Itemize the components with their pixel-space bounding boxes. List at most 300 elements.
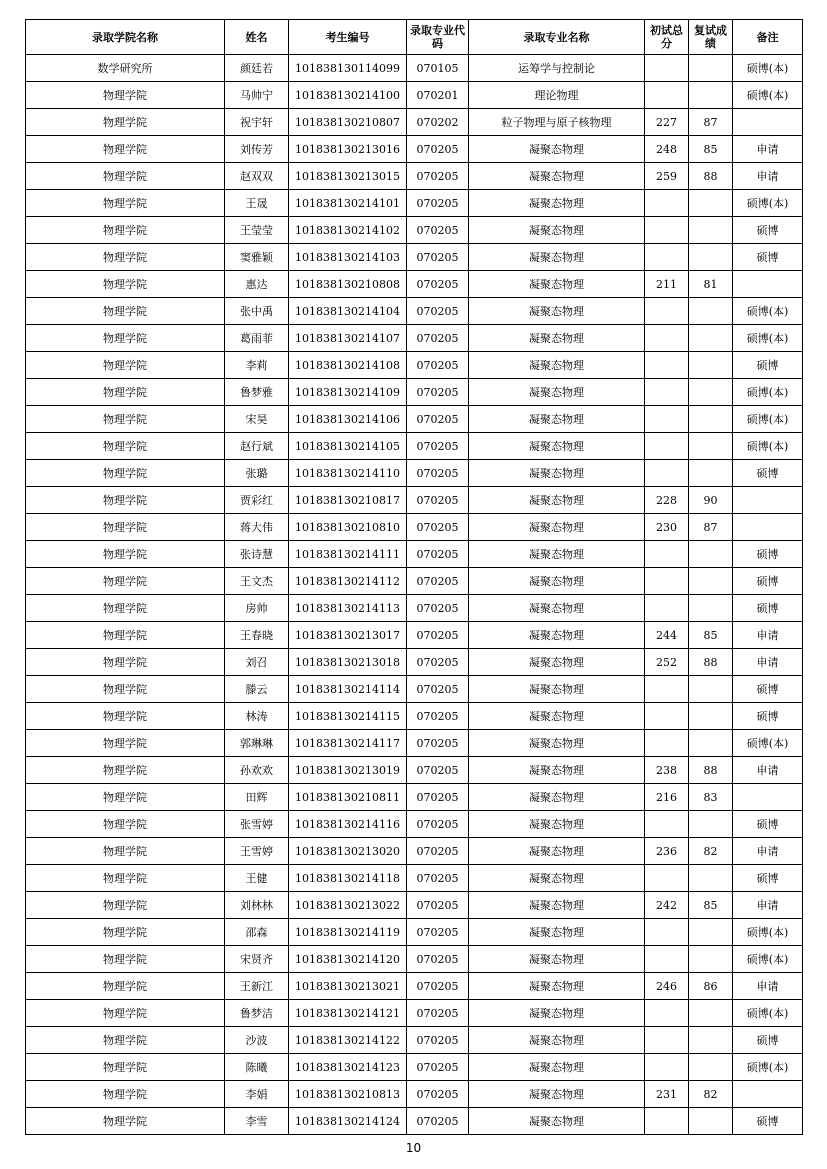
cell-initial-score <box>645 460 689 487</box>
cell-name: 张璐 <box>225 460 289 487</box>
cell-college: 物理学院 <box>26 433 225 460</box>
cell-name: 王新江 <box>225 973 289 1000</box>
cell-candidate-id: 101838130214103 <box>289 244 407 271</box>
cell-retest-score: 85 <box>689 622 733 649</box>
cell-name: 葛雨菲 <box>225 325 289 352</box>
cell-major-code: 070201 <box>407 82 469 109</box>
cell-candidate-id: 101838130214105 <box>289 433 407 460</box>
cell-remarks: 硕博 <box>733 217 803 244</box>
cell-retest-score: 87 <box>689 109 733 136</box>
cell-major-code: 070205 <box>407 919 469 946</box>
table-row <box>26 136 803 163</box>
cell-remarks: 申请 <box>733 973 803 1000</box>
cell-remarks: 硕博 <box>733 460 803 487</box>
cell-college: 物理学院 <box>26 838 225 865</box>
cell-initial-score: 252 <box>645 649 689 676</box>
cell-remarks: 硕博 <box>733 1108 803 1135</box>
cell-remarks: 硕博 <box>733 703 803 730</box>
cell-major-code: 070202 <box>407 109 469 136</box>
cell-major-name: 粒子物理与原子核物理 <box>469 109 645 136</box>
cell-major-name: 凝聚态物理 <box>469 919 645 946</box>
table-row <box>26 622 803 649</box>
cell-name: 陈曦 <box>225 1054 289 1081</box>
cell-college: 物理学院 <box>26 460 225 487</box>
cell-college: 物理学院 <box>26 1108 225 1135</box>
table-row <box>26 82 803 109</box>
table-row <box>26 244 803 271</box>
cell-major-name: 凝聚态物理 <box>469 1000 645 1027</box>
cell-major-name: 凝聚态物理 <box>469 1054 645 1081</box>
cell-major-name: 凝聚态物理 <box>469 811 645 838</box>
cell-name: 王晟 <box>225 190 289 217</box>
table-row <box>26 406 803 433</box>
cell-initial-score: 211 <box>645 271 689 298</box>
cell-initial-score <box>645 568 689 595</box>
cell-name: 祝宇轩 <box>225 109 289 136</box>
cell-retest-score <box>689 460 733 487</box>
cell-major-code: 070205 <box>407 352 469 379</box>
cell-college: 物理学院 <box>26 1027 225 1054</box>
cell-name: 李雪 <box>225 1108 289 1135</box>
cell-candidate-id: 101838130213018 <box>289 649 407 676</box>
cell-remarks: 硕博(本) <box>733 190 803 217</box>
cell-major-name: 凝聚态物理 <box>469 136 645 163</box>
cell-remarks: 硕博(本) <box>733 946 803 973</box>
header-name: 姓名 <box>225 20 289 55</box>
table-row <box>26 379 803 406</box>
table-row <box>26 217 803 244</box>
cell-candidate-id: 101838130214106 <box>289 406 407 433</box>
table-row <box>26 703 803 730</box>
cell-college: 物理学院 <box>26 1000 225 1027</box>
table-row <box>26 190 803 217</box>
cell-major-name: 凝聚态物理 <box>469 433 645 460</box>
cell-remarks: 硕博 <box>733 865 803 892</box>
cell-candidate-id: 101838130214100 <box>289 82 407 109</box>
cell-remarks: 硕博(本) <box>733 325 803 352</box>
cell-major-code: 070205 <box>407 1081 469 1108</box>
cell-retest-score <box>689 1000 733 1027</box>
cell-college: 物理学院 <box>26 1054 225 1081</box>
header-initial-score: 初试总分 <box>645 20 689 55</box>
cell-candidate-id: 101838130214112 <box>289 568 407 595</box>
cell-initial-score <box>645 55 689 82</box>
cell-name: 郭琳琳 <box>225 730 289 757</box>
cell-major-name: 凝聚态物理 <box>469 325 645 352</box>
cell-major-code: 070205 <box>407 1108 469 1135</box>
cell-college: 数学研究所 <box>26 55 225 82</box>
cell-initial-score <box>645 676 689 703</box>
cell-remarks <box>733 784 803 811</box>
cell-initial-score <box>645 244 689 271</box>
cell-remarks: 硕博 <box>733 1027 803 1054</box>
cell-retest-score: 88 <box>689 757 733 784</box>
cell-name: 王健 <box>225 865 289 892</box>
cell-college: 物理学院 <box>26 244 225 271</box>
cell-retest-score <box>689 82 733 109</box>
cell-initial-score <box>645 811 689 838</box>
cell-initial-score <box>645 865 689 892</box>
cell-remarks: 硕博 <box>733 541 803 568</box>
table-row <box>26 1108 803 1135</box>
cell-major-code: 070205 <box>407 811 469 838</box>
cell-initial-score: 242 <box>645 892 689 919</box>
cell-initial-score: 259 <box>645 163 689 190</box>
cell-remarks: 申请 <box>733 757 803 784</box>
cell-college: 物理学院 <box>26 325 225 352</box>
cell-remarks <box>733 1081 803 1108</box>
cell-retest-score: 83 <box>689 784 733 811</box>
cell-college: 物理学院 <box>26 406 225 433</box>
cell-major-name: 凝聚态物理 <box>469 622 645 649</box>
cell-major-code: 070205 <box>407 649 469 676</box>
cell-major-name: 凝聚态物理 <box>469 676 645 703</box>
cell-major-code: 070205 <box>407 946 469 973</box>
cell-college: 物理学院 <box>26 541 225 568</box>
cell-retest-score: 82 <box>689 1081 733 1108</box>
cell-candidate-id: 101838130213015 <box>289 163 407 190</box>
cell-major-name: 凝聚态物理 <box>469 865 645 892</box>
table-row <box>26 109 803 136</box>
cell-remarks <box>733 514 803 541</box>
table-row <box>26 352 803 379</box>
cell-major-name: 凝聚态物理 <box>469 568 645 595</box>
cell-major-name: 凝聚态物理 <box>469 379 645 406</box>
cell-remarks: 硕博(本) <box>733 1000 803 1027</box>
cell-retest-score: 81 <box>689 271 733 298</box>
cell-name: 王莹莹 <box>225 217 289 244</box>
cell-college: 物理学院 <box>26 379 225 406</box>
cell-candidate-id: 101838130213019 <box>289 757 407 784</box>
cell-major-name: 凝聚态物理 <box>469 514 645 541</box>
cell-candidate-id: 101838130114099 <box>289 55 407 82</box>
cell-major-name: 凝聚态物理 <box>469 1108 645 1135</box>
cell-remarks: 硕博(本) <box>733 433 803 460</box>
cell-initial-score <box>645 325 689 352</box>
cell-initial-score: 228 <box>645 487 689 514</box>
cell-major-code: 070205 <box>407 973 469 1000</box>
cell-college: 物理学院 <box>26 703 225 730</box>
cell-retest-score <box>689 676 733 703</box>
cell-major-code: 070205 <box>407 676 469 703</box>
cell-initial-score <box>645 1000 689 1027</box>
cell-name: 张中禹 <box>225 298 289 325</box>
cell-initial-score: 227 <box>645 109 689 136</box>
cell-major-code: 070205 <box>407 703 469 730</box>
cell-major-name: 凝聚态物理 <box>469 487 645 514</box>
cell-major-code: 070205 <box>407 433 469 460</box>
table-row <box>26 757 803 784</box>
cell-candidate-id: 101838130213016 <box>289 136 407 163</box>
table-row <box>26 784 803 811</box>
table-row <box>26 865 803 892</box>
cell-name: 赵行斌 <box>225 433 289 460</box>
cell-remarks <box>733 271 803 298</box>
page-number: 10 <box>405 1141 422 1155</box>
cell-remarks: 硕博(本) <box>733 406 803 433</box>
cell-retest-score <box>689 244 733 271</box>
cell-major-name: 凝聚态物理 <box>469 784 645 811</box>
cell-name: 刘林林 <box>225 892 289 919</box>
table-row <box>26 892 803 919</box>
cell-candidate-id: 101838130213020 <box>289 838 407 865</box>
cell-candidate-id: 101838130210817 <box>289 487 407 514</box>
cell-major-name: 凝聚态物理 <box>469 406 645 433</box>
cell-name: 张诗慧 <box>225 541 289 568</box>
cell-initial-score <box>645 919 689 946</box>
cell-retest-score: 85 <box>689 892 733 919</box>
cell-name: 颜廷若 <box>225 55 289 82</box>
cell-retest-score <box>689 541 733 568</box>
cell-candidate-id: 101838130214104 <box>289 298 407 325</box>
cell-initial-score <box>645 730 689 757</box>
cell-name: 林涛 <box>225 703 289 730</box>
cell-major-code: 070205 <box>407 406 469 433</box>
cell-initial-score <box>645 352 689 379</box>
cell-name: 宋昊 <box>225 406 289 433</box>
cell-name: 蒋大伟 <box>225 514 289 541</box>
table-row <box>26 325 803 352</box>
cell-name: 张雪婷 <box>225 811 289 838</box>
cell-major-code: 070205 <box>407 217 469 244</box>
cell-candidate-id: 101838130214108 <box>289 352 407 379</box>
table-row <box>26 973 803 1000</box>
cell-major-code: 070205 <box>407 271 469 298</box>
cell-initial-score <box>645 379 689 406</box>
cell-retest-score <box>689 298 733 325</box>
table-row <box>26 271 803 298</box>
cell-college: 物理学院 <box>26 217 225 244</box>
cell-college: 物理学院 <box>26 919 225 946</box>
cell-remarks: 硕博 <box>733 676 803 703</box>
cell-major-code: 070205 <box>407 1054 469 1081</box>
cell-candidate-id: 101838130213022 <box>289 892 407 919</box>
cell-initial-score <box>645 1027 689 1054</box>
cell-major-code: 070205 <box>407 298 469 325</box>
cell-initial-score <box>645 217 689 244</box>
cell-name: 邵森 <box>225 919 289 946</box>
cell-retest-score <box>689 406 733 433</box>
cell-candidate-id: 101838130214122 <box>289 1027 407 1054</box>
cell-college: 物理学院 <box>26 136 225 163</box>
cell-candidate-id: 101838130214109 <box>289 379 407 406</box>
cell-name: 马帅宁 <box>225 82 289 109</box>
cell-remarks: 申请 <box>733 838 803 865</box>
cell-college: 物理学院 <box>26 865 225 892</box>
cell-retest-score <box>689 595 733 622</box>
table-row <box>26 811 803 838</box>
cell-remarks: 硕博(本) <box>733 298 803 325</box>
cell-college: 物理学院 <box>26 163 225 190</box>
cell-remarks: 硕博(本) <box>733 730 803 757</box>
cell-remarks: 硕博 <box>733 244 803 271</box>
cell-retest-score: 82 <box>689 838 733 865</box>
cell-initial-score <box>645 406 689 433</box>
cell-college: 物理学院 <box>26 1081 225 1108</box>
cell-major-code: 070205 <box>407 1000 469 1027</box>
cell-college: 物理学院 <box>26 892 225 919</box>
cell-major-name: 理论物理 <box>469 82 645 109</box>
cell-candidate-id: 101838130214113 <box>289 595 407 622</box>
cell-major-code: 070205 <box>407 460 469 487</box>
cell-initial-score <box>645 946 689 973</box>
cell-major-code: 070205 <box>407 244 469 271</box>
cell-major-code: 070205 <box>407 622 469 649</box>
table-row <box>26 55 803 82</box>
cell-candidate-id: 101838130210808 <box>289 271 407 298</box>
cell-retest-score <box>689 919 733 946</box>
cell-candidate-id: 101838130214117 <box>289 730 407 757</box>
cell-retest-score <box>689 379 733 406</box>
cell-retest-score: 90 <box>689 487 733 514</box>
cell-remarks: 硕博(本) <box>733 379 803 406</box>
cell-remarks <box>733 487 803 514</box>
cell-major-code: 070205 <box>407 784 469 811</box>
table-row <box>26 1054 803 1081</box>
cell-candidate-id: 101838130214123 <box>289 1054 407 1081</box>
cell-major-name: 凝聚态物理 <box>469 595 645 622</box>
cell-major-code: 070205 <box>407 595 469 622</box>
cell-retest-score <box>689 811 733 838</box>
cell-major-code: 070205 <box>407 568 469 595</box>
cell-initial-score <box>645 190 689 217</box>
cell-name: 房帅 <box>225 595 289 622</box>
cell-major-name: 凝聚态物理 <box>469 757 645 784</box>
cell-remarks: 申请 <box>733 163 803 190</box>
cell-name: 贾彩红 <box>225 487 289 514</box>
table-row <box>26 433 803 460</box>
header-row <box>26 20 803 55</box>
cell-name: 刘召 <box>225 649 289 676</box>
cell-initial-score: 246 <box>645 973 689 1000</box>
cell-name: 滕云 <box>225 676 289 703</box>
cell-retest-score: 88 <box>689 163 733 190</box>
cell-retest-score: 85 <box>689 136 733 163</box>
cell-retest-score <box>689 352 733 379</box>
cell-remarks: 申请 <box>733 136 803 163</box>
cell-retest-score <box>689 568 733 595</box>
header-remarks: 备注 <box>733 20 803 55</box>
cell-name: 李莉 <box>225 352 289 379</box>
cell-name: 鲁梦洁 <box>225 1000 289 1027</box>
header-major-name: 录取专业名称 <box>469 20 645 55</box>
cell-name: 孙欢欢 <box>225 757 289 784</box>
cell-name: 鲁梦雅 <box>225 379 289 406</box>
cell-major-name: 凝聚态物理 <box>469 163 645 190</box>
cell-remarks: 硕博(本) <box>733 1054 803 1081</box>
cell-major-name: 运筹学与控制论 <box>469 55 645 82</box>
table-row <box>26 838 803 865</box>
cell-retest-score <box>689 217 733 244</box>
cell-candidate-id: 101838130214120 <box>289 946 407 973</box>
cell-major-code: 070205 <box>407 190 469 217</box>
cell-college: 物理学院 <box>26 352 225 379</box>
cell-candidate-id: 101838130210810 <box>289 514 407 541</box>
cell-college: 物理学院 <box>26 487 225 514</box>
cell-remarks <box>733 109 803 136</box>
cell-major-code: 070205 <box>407 892 469 919</box>
cell-name: 李娟 <box>225 1081 289 1108</box>
cell-college: 物理学院 <box>26 82 225 109</box>
cell-college: 物理学院 <box>26 109 225 136</box>
cell-major-code: 070205 <box>407 757 469 784</box>
cell-college: 物理学院 <box>26 730 225 757</box>
cell-candidate-id: 101838130210811 <box>289 784 407 811</box>
cell-major-code: 070205 <box>407 730 469 757</box>
cell-remarks: 硕博 <box>733 595 803 622</box>
cell-college: 物理学院 <box>26 946 225 973</box>
cell-initial-score: 244 <box>645 622 689 649</box>
cell-retest-score <box>689 865 733 892</box>
cell-major-code: 070205 <box>407 136 469 163</box>
table-row <box>26 568 803 595</box>
cell-retest-score <box>689 946 733 973</box>
cell-major-name: 凝聚态物理 <box>469 271 645 298</box>
cell-candidate-id: 101838130214124 <box>289 1108 407 1135</box>
cell-initial-score: 231 <box>645 1081 689 1108</box>
cell-initial-score <box>645 82 689 109</box>
table-row <box>26 1081 803 1108</box>
cell-candidate-id: 101838130214111 <box>289 541 407 568</box>
cell-college: 物理学院 <box>26 298 225 325</box>
table-row <box>26 730 803 757</box>
cell-candidate-id: 101838130214119 <box>289 919 407 946</box>
cell-major-name: 凝聚态物理 <box>469 541 645 568</box>
cell-college: 物理学院 <box>26 271 225 298</box>
table-row <box>26 1000 803 1027</box>
cell-college: 物理学院 <box>26 676 225 703</box>
cell-initial-score: 230 <box>645 514 689 541</box>
cell-initial-score: 216 <box>645 784 689 811</box>
table-row <box>26 298 803 325</box>
cell-major-name: 凝聚态物理 <box>469 460 645 487</box>
cell-retest-score <box>689 433 733 460</box>
table-row <box>26 649 803 676</box>
cell-major-code: 070205 <box>407 838 469 865</box>
cell-major-name: 凝聚态物理 <box>469 190 645 217</box>
cell-name: 窦雅颖 <box>225 244 289 271</box>
cell-candidate-id: 101838130214115 <box>289 703 407 730</box>
cell-retest-score <box>689 190 733 217</box>
cell-college: 物理学院 <box>26 568 225 595</box>
cell-initial-score <box>645 703 689 730</box>
table-row <box>26 163 803 190</box>
cell-major-code: 070205 <box>407 1027 469 1054</box>
cell-name: 宋贤齐 <box>225 946 289 973</box>
cell-name: 王文杰 <box>225 568 289 595</box>
cell-initial-score <box>645 595 689 622</box>
cell-college: 物理学院 <box>26 514 225 541</box>
cell-college: 物理学院 <box>26 757 225 784</box>
cell-retest-score <box>689 1108 733 1135</box>
header-candidate-id: 考生编号 <box>289 20 407 55</box>
table-row <box>26 541 803 568</box>
cell-initial-score <box>645 298 689 325</box>
cell-remarks: 硕博 <box>733 352 803 379</box>
cell-candidate-id: 101838130214101 <box>289 190 407 217</box>
header-retest-score: 复试成绩 <box>689 20 733 55</box>
cell-initial-score <box>645 541 689 568</box>
cell-major-name: 凝聚态物理 <box>469 838 645 865</box>
table-row <box>26 1027 803 1054</box>
cell-remarks: 硕博 <box>733 568 803 595</box>
cell-major-name: 凝聚态物理 <box>469 730 645 757</box>
cell-major-code: 070205 <box>407 541 469 568</box>
cell-major-name: 凝聚态物理 <box>469 1027 645 1054</box>
cell-candidate-id: 101838130214116 <box>289 811 407 838</box>
cell-candidate-id: 101838130214107 <box>289 325 407 352</box>
cell-candidate-id: 101838130214118 <box>289 865 407 892</box>
